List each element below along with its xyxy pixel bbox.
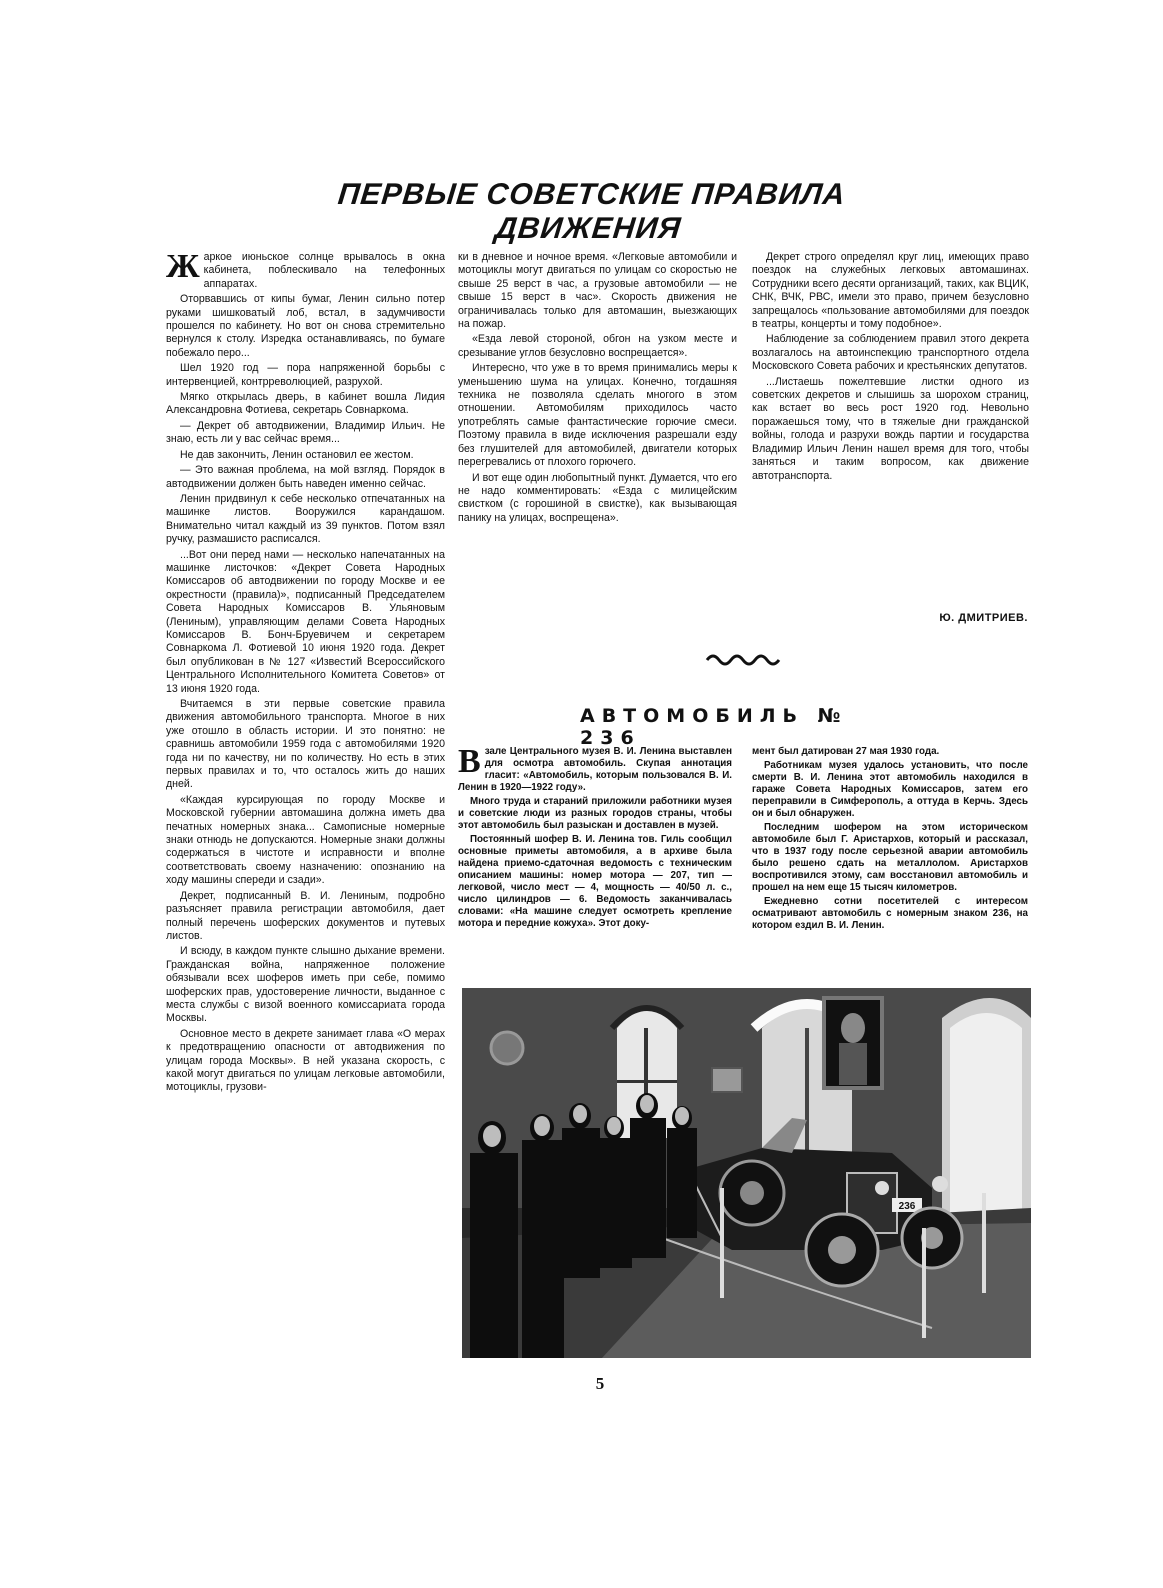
page-number: 5	[595, 1374, 605, 1393]
dropcap: В	[458, 746, 481, 780]
article1-column-2	[458, 251, 737, 626]
paragraph: Основное место в декрете занимает глава «О мерах к предотвращению опасности от автодвижения по улицам города Москвы». В ней указана скорость, с какой могут двигаться по улицам легковые автомобили, мотоциклы, грузови-	[166, 1027, 445, 1094]
paragraph: ...Вот они перед нами — несколько напечатанных на машинке листочков: «Декрет Совета Народных Комиссаров об автодвижении по городу Москве и ее окрестности (правила)», подписанный Председателем Совета Народных Комиссаров В. Ульяновым (Лениным), управляющим делами Совета Народных Комиссаров В. Бонч-Бруевичем и секретарем Совнаркома Л. Фотиевой 10 июня 1920 года. Декрет был опубликован в № 127 «Известий Всероссийского Центрального Исполнительного Комитета Советов» от 13 июня 1920 года.	[166, 548, 445, 695]
paragraph: Наблюдение за соблюдением правил этого декрета возлагалось на автоинспекцию транспортного отдела Московского Совета рабочих и крестьянских депутатов.	[752, 333, 1029, 373]
paragraph: Работникам музея удалось установить, что после смерти В. И. Ленина этот автомобиль находился в гараже Совета Народных Комиссаров, затем его переправили в Симферополь, а оттуда в Керчь. Здесь он и был обнаружен.	[752, 760, 1028, 819]
paragraph: «Езда левой стороной, обгон на узком месте и срезывание углов безусловно воспрещается».	[458, 333, 737, 359]
museum-car-photo	[462, 988, 1031, 1358]
article1-column-3	[752, 251, 1029, 596]
author-signature: Ю. ДМИТРИЕВ.	[939, 612, 1028, 624]
paragraph: Не дав закончить, Ленин остановил ее жестом.	[180, 448, 414, 461]
paragraph: И вот еще один любопытный пункт. Думается, что его не надо комментировать: «Езда с милицейским свистком (с горошиной в свистке), как вызывающая панику на улицах, воспрещена».	[458, 471, 737, 524]
paragraph: Постоянный шофер В. И. Ленина тов. Гиль сообщил основные приметы автомобиля, а в архиве была найдена приемо-сдаточная ведомость с техническим описанием машины: номер мотора — 207, тип — легковой, число мест — 4, мощность — 40/50 л. с., число цилиндров — 6. Ведомость заканчивалась словами: «На машине следует осмотреть крепление мотора и передние кожуха». Этот доку-	[458, 834, 732, 929]
paragraph: Ежедневно сотни посетителей с интересом осматривают автомобиль с номерным знаком 236, на котором ездил В. И. Ленин.	[752, 896, 1028, 931]
paragraph: И всюду, в каждом пункте слышно дыхание времени. Гражданская война, напряженное положение обязывали всех шоферов иметь при себе, помимо шоферских прав, удостоверение личности, выданное с места службы с визой военного комиссариата города Москвы.	[166, 945, 445, 1025]
license-plate: 236	[898, 1201, 916, 1212]
paragraph: Оторвавшись от кипы бумаг, Ленин сильно потер руками шишковатый лоб, встал, в задумчивости прошелся по кабинету. Но вот он снова стремительно вернулся к столу. Изредка останавливаясь, по бумаге побежало перо...	[166, 293, 445, 359]
paragraph: — Декрет об автодвижении, Владимир Ильич. Не знаю, есть ли у вас сейчас время...	[166, 419, 445, 446]
dropcap: Ж	[166, 251, 200, 285]
wave-separator	[705, 650, 785, 666]
article1-column-1	[166, 251, 445, 1376]
paragraph: Вчитаемся в эти первые советские правила движения автомобильного транспорта. Многое в них уже отошло в область истории. И это понятно: не сравнишь автомобили 1959 года с автомобилями 1920 года ни по качеству, ни по количеству. Но есть в этих первых правилах и то, что осталось жить до наших дней.	[166, 698, 445, 791]
paragraph: Интересно, что уже в то время принимались меры к уменьшению шума на улицах. Конечно, тогдашняя техника не позволяла сделать многого в этом отношении. Автомобилям приходилось часто употреблять самые фантастические горючие смеси. Поэтому правила в виде исключения разрешали езду без глушителей для автомобилей, двигатели которых перегревались от плохого горючего.	[458, 362, 737, 469]
paragraph: ки в дневное и ночное время. «Легковые автомобили и мотоциклы могут двигаться по улицам со скоростью не свыше 25 верст в час, а грузовые автомобили — не свыше 15 верст в час». Скорость движения не ограничивалась только для автомашин, выезжающих на пожар.	[458, 251, 737, 331]
paragraph: Жаркое июньское солнце врывалось в окна кабинета, поблескивало на телефонных аппаратах.	[166, 251, 445, 290]
paragraph: Мягко открылась дверь, в кабинет вошла Лидия Александровна Фотиева, секретарь Совнаркома.	[166, 391, 445, 417]
page-title: ПЕРВЫЕ СОВЕТСКИЕ ПРАВИЛА ДВИЖЕНИЯ	[336, 178, 848, 245]
paragraph: Декрет, подписанный В. И. Лениным, подробно разъясняет правила регистрации автомобиля, дает полный перечень шоферских документов и путевых листов.	[166, 889, 445, 942]
article2-column-1	[458, 746, 732, 966]
paragraph: Шел 1920 год — пора напряженной борьбы с интервенцией, контрреволюцией, разрухой.	[166, 362, 445, 388]
paragraph: Взале Центрального музея В. И. Ленина выставлен для осмотра автомобиль. Скупая аннотация гласит: «Автомобиль, которым пользовался В. И. Ленин в 1920—1922 году».	[458, 746, 732, 793]
paragraph: «Каждая курсирующая по городу Москве и Московской губернии автомашина должна иметь два печатных номерных знака... Самописные номерные знаки отнюдь не допускаются. Номерные знаки должны содержаться в чистоте и исправности и вполне соответствовать своему назначению: опознанию на ходу машины спереди и сзади».	[166, 793, 445, 887]
paragraph: Много труда и стараний приложили работники музея и советские люди из разных городов страны, чтобы этот автомобиль был разыскан и доставлен в музей.	[458, 796, 732, 831]
paragraph: ...Листаешь пожелтевшие листки одного из советских декретов и слышишь за шорохом страниц, как встает во весь рост 1920 год. Невольно поражаешься тому, что в тяжелые дни гражданской войны, голода и разрухи вождь партии и государства Владимир Ильич Ленин нашел время для того, чтобы заняться и таким вопросом, как движение автотранспорта.	[752, 375, 1029, 482]
paragraph: Ленин придвинул к себе несколько отпечатанных на машинке листов. Вооружился карандашом. Внимательно читал каждый из 39 пунктов. Потом взял ручку, размашисто расписался.	[166, 492, 445, 546]
paragraph: — Это важная проблема, на мой взгляд. Порядок в автодвижении должен быть наведен именно сейчас.	[166, 464, 445, 490]
article2-column-2	[752, 746, 1028, 966]
paragraph: Декрет строго определял круг лиц, имеющих право поездок на служебных легковых автомашинах. Сотрудники всего десяти организаций, таких, как ВЦИК, СНК, ВЧК, РВС, имели это право, причем безусловно запрещалось «пользование автомобилями для поездок в театры, концерты и тому подобное».	[752, 251, 1029, 331]
section-title: АВТОМОБИЛЬ № 236	[580, 705, 848, 749]
paragraph: Последним шофером на этом историческом автомобиле был Г. Аристархов, который и рассказал, что в 1937 году после серьезной аварии автомобиль было решено сдать на металлолом. Аристархов воспротивился этому, сам восстановил автомобиль и прошел на нем еще 15 тысяч километров.	[752, 822, 1028, 893]
paragraph: мент был датирован 27 мая 1930 года.	[752, 746, 940, 757]
